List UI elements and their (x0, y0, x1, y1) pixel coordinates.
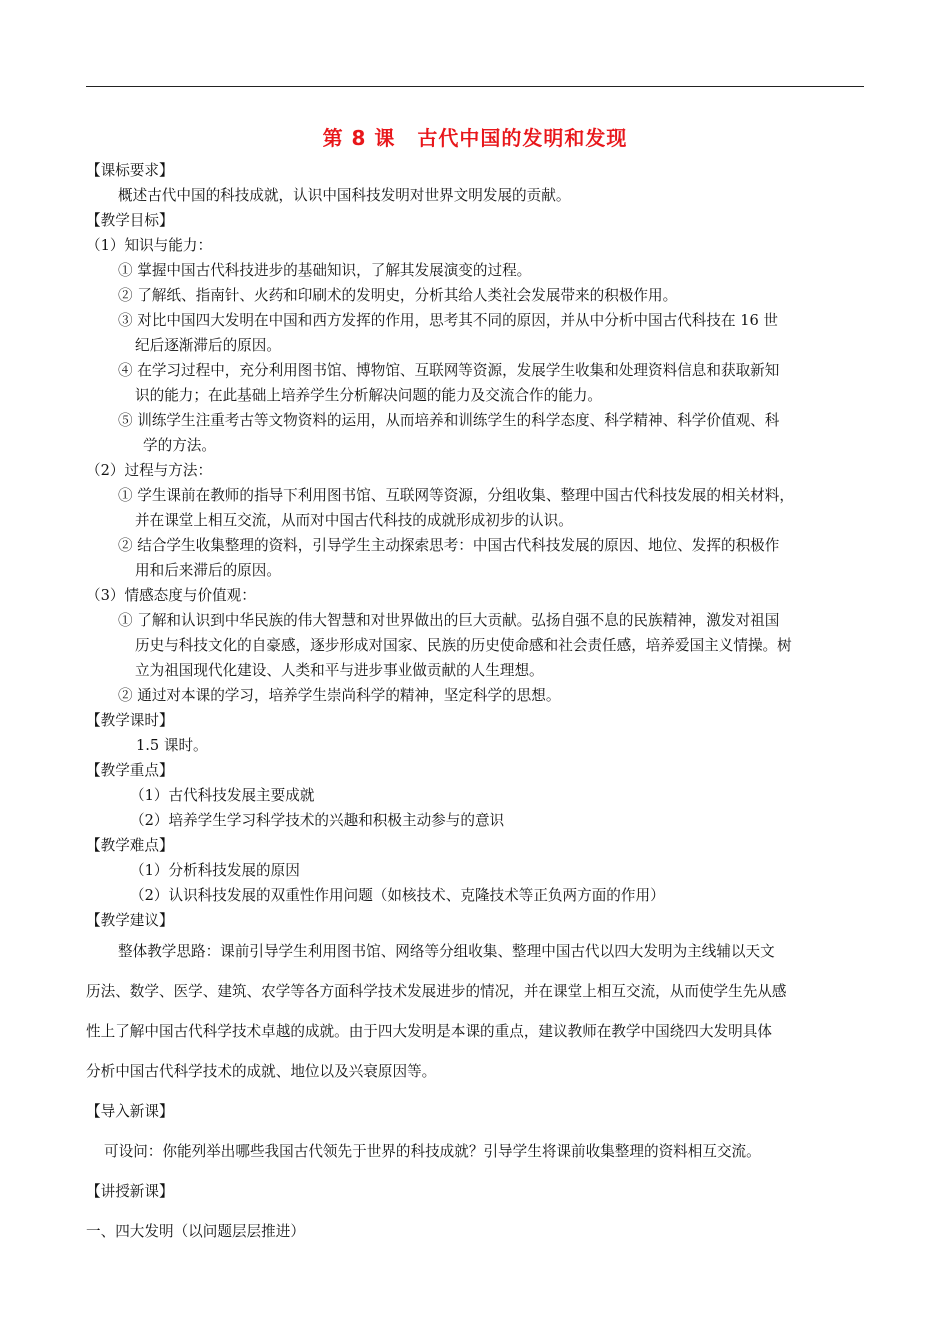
heading-zhongdian: 【教学重点】 (86, 762, 174, 779)
heading-jianyi: 【教学建议】 (86, 912, 174, 929)
guocheng-item-1-cont: 并在课堂上相互交流，从而对中国古代科技的成就形成初步的认识。 (135, 512, 573, 529)
qinggan-item-1-cont1: 历史与科技文化的自豪感，逐步形成对国家、民族的历史使命感和社会责任感，培养爱国主义情操。树 (135, 637, 792, 654)
heading-mubiao: 【教学目标】 (86, 212, 174, 229)
zhishi-item-4-cont: 识的能力；在此基础上培养学生分析解决问题的能力及交流合作的能力。 (135, 387, 603, 404)
zhishi-item-3: ③ 对比中国四大发明在中国和西方发挥的作用，思考其不同的原因，并从中分析中国古代科技在 16 世 (118, 312, 779, 329)
guocheng-item-2-cont: 用和后来滞后的原因。 (135, 562, 281, 579)
qinggan-item-1-cont2: 立为祖国现代化建设、人类和平与进步事业做贡献的人生理想。 (135, 662, 544, 679)
heading-nandian: 【教学难点】 (86, 837, 174, 854)
header-rule (86, 86, 864, 87)
nandian-item-1: （1）分析科技发展的原因 (130, 862, 300, 879)
zhongdian-item-1: （1）古代科技发展主要成就 (130, 787, 315, 804)
heading-daoru: 【导入新课】 (86, 1103, 174, 1120)
heading-jiangshou: 【讲授新课】 (86, 1183, 174, 1200)
qinggan-item-2: ② 通过对本课的学习，培养学生崇尚科学的精神，坚定科学的思想。 (118, 687, 561, 704)
jianyi-line-3: 性上了解中国古代科学技术卓越的成就。由于四大发明是本课的重点，建议教师在教学中国绕四大发明具体 (86, 1023, 772, 1040)
page-title (0, 122, 950, 151)
jiangshou-text: 一、四大发明（以问题层层推进） (86, 1223, 305, 1240)
heading-guocheng: （2）过程与方法： (86, 462, 213, 479)
jianyi-line-2: 历法、数学、医学、建筑、农学等各方面科学技术发展进步的情况，并在课堂上相互交流，从而使学生先从感 (86, 983, 787, 1000)
zhongdian-item-2: （2）培养学生学习科学技术的兴趣和积极主动参与的意识 (130, 812, 505, 829)
lesson-name: 古代中国的发明和发现 (417, 126, 628, 150)
heading-keshi: 【教学课时】 (86, 712, 174, 729)
daoru-text: 可设问：你能列举出哪些我国古代领先于世界的科技成就？引导学生将课前收集整理的资料相互交流。 (104, 1143, 761, 1160)
jianyi-line-1: 整体教学思路：课前引导学生利用图书馆、网络等分组收集、整理中国古代以四大发明为主线辅以天文 (118, 943, 775, 960)
kebiao-text: 概述古代中国的科技成就，认识中国科技发明对世界文明发展的贡献。 (118, 187, 571, 204)
zhishi-item-3-cont: 纪后逐渐滞后的原因。 (135, 337, 281, 354)
lesson-number: 第 8 课 (322, 126, 396, 150)
zhishi-item-1: ① 掌握中国古代科技进步的基础知识，了解其发展演变的过程。 (118, 262, 532, 279)
zhishi-item-2: ② 了解纸、指南针、火药和印刷术的发明史，分析其给人类社会发展带来的积极作用。 (118, 287, 678, 304)
zhishi-item-5: ⑤ 训练学生注重考古等文物资料的运用，从而培养和训练学生的科学态度、科学精神、科学价值观、科 (118, 412, 780, 429)
heading-qinggan: （3）情感态度与价值观： (86, 587, 256, 604)
jianyi-line-4: 分析中国古代科学技术的成就、地位以及兴衰原因等。 (86, 1063, 437, 1080)
guocheng-item-1: ① 学生课前在教师的指导下利用图书馆、互联网等资源，分组收集、整理中国古代科技发展的相关材料， (118, 487, 794, 504)
heading-zhishi: （1）知识与能力： (86, 237, 213, 254)
zhishi-item-4: ④ 在学习过程中，充分利用图书馆、博物馆、互联网等资源，发展学生收集和处理资料信息和获取新知 (118, 362, 780, 379)
nandian-item-2: （2）认识科技发展的双重性作用问题（如核技术、克隆技术等正负两方面的作用） (130, 887, 665, 904)
keshi-text: 1.5 课时。 (136, 737, 208, 754)
guocheng-item-2: ② 结合学生收集整理的资料，引导学生主动探索思考：中国古代科技发展的原因、地位、发挥的积极作 (118, 537, 780, 554)
zhishi-item-5-cont: 学的方法。 (143, 437, 216, 454)
qinggan-item-1: ① 了解和认识到中华民族的伟大智慧和对世界做出的巨大贡献。弘扬自强不息的民族精神，激发对祖国 (118, 612, 780, 629)
heading-kebiao: 【课标要求】 (86, 162, 174, 179)
